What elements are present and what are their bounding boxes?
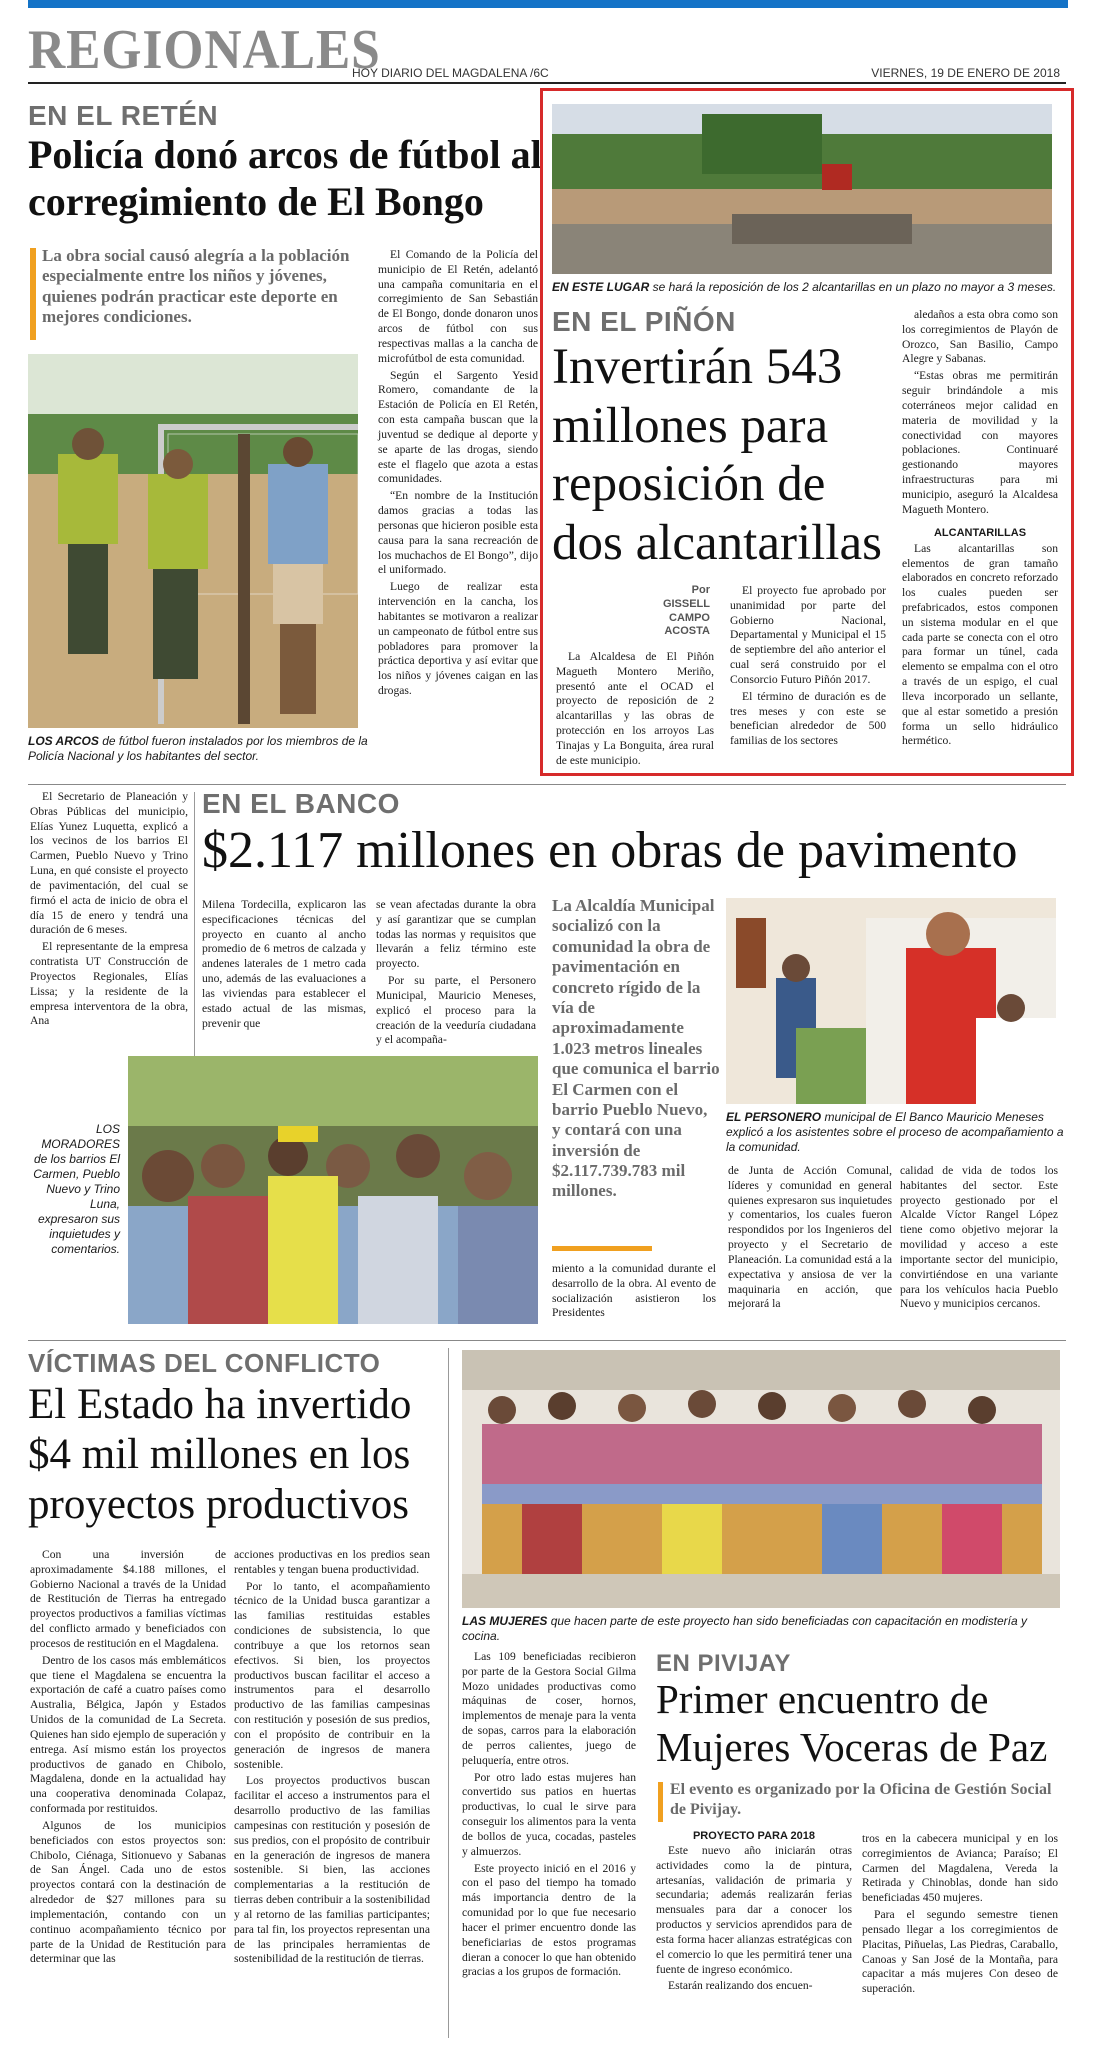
elreten-photo-caption	[28, 734, 368, 764]
elpinon-photo-caption	[552, 280, 1062, 295]
pivijay-photo	[462, 1350, 1060, 1608]
paragraph: Este nuevo año iniciarán otras actividades como la de pintura, artesanías, validación de primaria y secundaria; además realizarán ferias mensuales para dar a conocer los productos y servicios aprendidos para de esta forma hacer alianzas estratégicas con el comercio lo que les permitirá tener una fuente de ingreso económico.	[656, 1844, 852, 1976]
elbanco-col6	[900, 1164, 1058, 1314]
paragraph: El representante de la empresa contratista UT Construcción de Proyectos Regionales, Elías Lissa; y la residente de la empresa interventora de la obra, Ana	[30, 940, 188, 1028]
paragraph: Las 109 beneficiadas recibieron por parte de la Gestora Social Gilma Mozo unidades productivas como máquinas de coser, hornos, implementos de menaje para la venta de sopas, carros para la elaboración de perros calientes, juego de peluquería, entre otros.	[462, 1650, 636, 1767]
caption-text: de fútbol fueron instalados por los miembros de la Policía Nacional y los habitantes del sector.	[28, 734, 368, 763]
masthead-rule	[28, 82, 1066, 84]
paragraph: Por lo tanto, el acompañamiento técnico de la Unidad busca garantizar a las familias restituidas estables condiciones de subsistencia, lo que contribuye a que los retornos sean efectivos. Si bien, los proyectos productivos buscan facilitar el acceso a instrumentos para el desarrollo productivo de las familias campesinas con restitución y posesión de sus predios, con el propósito de contribuir en la generación de ingresos de manera sostenible.	[234, 1579, 430, 1771]
elbanco-kicker: EN EL BANCO	[202, 788, 400, 819]
section-rule	[28, 1340, 1066, 1341]
elbanco-photo-caption	[726, 1110, 1066, 1155]
paragraph: se vean afectadas durante la obra y así garantizar que se cumplan todas las normas y requisitos que llevarán a feliz término este proyecto.	[376, 898, 536, 971]
paragraph: Las alcantarillas son elementos de gran tamaño elaborados en concreto reforzado los cuales pueden ser prefabricados, estos componen un sistema modular en el que cada parte se conecta con el otro para formar un túnel, cada elemento se empalma con el otro a través de un espigo, el cual lleva incorporado un sellante, que al estar sometido a presión forma un sello hidráulico hermético.	[902, 541, 1058, 748]
elbanco-crowd-photo	[128, 1056, 538, 1324]
paragraph: Milena Tordecilla, explicaron las especificaciones técnicas del proyecto en cuanto al ancho promedio de 6 metros de calzada y andenes laterales de 1 metro cada uno, además de las evaluaciones a las viviendas para establecer el estado actual de las mismas, prevenir que	[202, 898, 366, 1030]
pivijay-col2	[656, 1844, 852, 1996]
elbanco-personero-photo	[726, 898, 1056, 1104]
victimas-kicker: VÍCTIMAS DEL CONFLICTO	[28, 1348, 381, 1378]
paragraph: Según el Sargento Yesid Romero, comandante de la Estación de Policía en El Retén, con esta campaña buscan que la juventud se dedique al deporte y se aparte de las drogas, siendo este el flagelo que azota a estas comunidades.	[378, 368, 538, 486]
paragraph: “En nombre de la Institución damos gracias a todas las personas que hicieron posible esta causa para la sana recreación de los muchachos de El Bongo”, dijo el uniformado.	[378, 489, 538, 577]
pivijay-col1	[462, 1650, 636, 1982]
caption-bold: EL PERSONERO	[726, 1110, 822, 1124]
caption-bold: LOS ARCOS	[28, 734, 99, 748]
paragraph: tros en la cabecera municipal y en los corregimientos de Avianca; Paraíso; El Carmen del Magdalena, Vereda la Retirada y Chinoblas, donde han sido beneficiadas 450 mujeres.	[862, 1832, 1058, 1905]
caption-text: que hacen parte de este proyecto han sido beneficiadas con capacitación en modistería y cocina.	[462, 1614, 1028, 1643]
elreten-lead-bar	[30, 248, 36, 340]
victimas-col1	[30, 1548, 226, 1969]
paragraph: “Estas obras me permitirán seguir brindándole a mis coterráneos mejor calidad en materia de movilidad y la conectividad con mayores poblaciones. Continuaré gestionando mayores infraestructuras para mi municipio, aseguró la Alcaldesa Magueth Montero.	[902, 369, 1058, 516]
elpinon-headline: Invertirán 543 millones para reposición de dos alcantarillas	[552, 339, 882, 571]
paragraph: Para el segundo semestre tienen pensado llegar a los corregimientos de Placitas, Piñuelas, Las Piedras, Caraballo, Canoas y San José de la Montaña, para capacitar a más mujeres Con deseo de superación.	[862, 1908, 1058, 1996]
paragraph: Algunos de los municipios beneficiados con estos proyectos son: Chibolo, Ciénaga, Sitionuevo y Sabanas de San Ángel. Cada uno de estos proyectos contará con la destinación de alrededor de $27 millones para su implementación, contando con un continuo acompañamiento técnico por parte de la Unidad de Restitución para determinar que las	[30, 1818, 226, 1966]
elreten-headline: Policía donó arcos de fútbol al corregimiento de El Bongo	[28, 132, 542, 224]
elbanco-side-caption	[30, 1122, 120, 1257]
elreten-kicker: EN EL RETÉN	[28, 100, 219, 131]
subhead: ALCANTARILLAS	[933, 526, 1027, 539]
paper-name: HOY DIARIO DEL MAGDALENA /6C	[352, 66, 549, 80]
paragraph: miento a la comunidad durante el desarrollo de la obra. Al evento de socialización asistieron los Presidentes	[552, 1262, 716, 1320]
paragraph: Por otro lado estas mujeres han convertido sus patios en huertas productivas, lo cual le sirve para conseguir los alimentos para la venta de bollos de yuca, cocadas, pasteles y almuerzos.	[462, 1770, 636, 1858]
pivijay-kicker: EN PIVIJAY	[656, 1650, 791, 1677]
pivijay-photo-caption	[462, 1614, 1062, 1644]
paragraph: Este proyecto inició en el 2016 y con el paso del tiempo ha tomado más importancia dentro de la comunidad por lo que fue necesario hacer el primer encuentro donde las beneficiarias de estos programas dieran a conocer lo que han obtenido gracias a los grupos de formación.	[462, 1861, 636, 1979]
caption-text: se hará la reposición de los 2 alcantarillas en un plazo no mayor a 3 meses.	[649, 280, 1057, 294]
paragraph: aledaños a esta obra como son los corregimientos de Playón de Orozco, San Basilio, Campo Alegre y Sabanas.	[902, 308, 1058, 366]
elreten-lead: La obra social causó alegría a la población especialmente entre los niños y jóvenes, quienes podrán practicar este deporte en mejores condiciones.	[42, 246, 350, 327]
victimas-headline: El Estado ha invertido $4 mil millones en los proyectos productivos	[28, 1381, 412, 1528]
paragraph: Con una inversión de aproximadamente $4.188 millones, el Gobierno Nacional a través de la Unidad de Restitución de Tierras ha entregado proyectos productivos a familias víctimas del conflicto armado y beneficiados con procesos de restitución en el Magdalena.	[30, 1548, 226, 1650]
section-rule	[28, 784, 1066, 785]
caption-bold: EN ESTE LUGAR	[552, 280, 650, 294]
pullquote-underline	[552, 1246, 652, 1251]
paragraph: El proyecto fue aprobado por unanimidad por parte del Gobierno Nacional, Departamental y Municipal el 15 de septiembre del año anterior el cual será construido por el Consorcio Futuro Piñón 2017.	[730, 584, 886, 686]
elbanco-pullquote: La Alcaldía Municipal socializó con la comunidad la obra de pavimentación en concreto rígido de la vía de aproximadamente 1.023 metros lineales que comunica el barrio El Carmen con el barrio Pueblo Nuevo, y contará con una inversión de $2.117.739.783 mil millones.	[552, 896, 720, 1201]
elbanco-left-col	[30, 790, 188, 1031]
column-rule	[194, 792, 195, 1072]
elpinon-photo	[552, 104, 1052, 274]
pivijay-headline: Primer encuentro de Mujeres Voceras de Paz	[656, 1676, 1048, 1770]
elpinon-col3	[902, 308, 1058, 751]
elbanco-headline: $2.117 millones en obras de pavimento	[202, 822, 1018, 879]
pivijay-lead: El evento es organizado por la Oficina de Gestión Social de Pivijay.	[670, 1781, 1052, 1818]
side-caption-text: LOS MORADORES de los barrios El Carmen, Pueblo Nuevo y Trino Luna, expresaron sus inquietudes y comentarios.	[33, 1122, 120, 1256]
paragraph: Dentro de los casos más emblemáticos que tiene el Magdalena se encuentra la exportación de café a cuatro países como Australia, Bélgica, Japón y Estados Unidos de la comunidad de La Secreta. Quienes han sido ejemplo de superación y entrega. Así mismo están los proyectos productivos de ganado en Chibolo, Magdalena, donde en la actualidad hay una cooperativa denominada Colapaz, conformada por restituidos.	[30, 1653, 226, 1816]
section-title: REGIONALES	[28, 19, 381, 81]
pivijay-subhead: PROYECTO PARA 2018	[692, 1830, 816, 1842]
elpinon-col1	[556, 650, 714, 771]
paragraph: Los proyectos productivos buscan facilitar el acceso a instrumentos para el desarrollo productivo de las familias campesinas con restitución y posesión de sus predios, con el propósito de contribuir en la generación de ingresos de manera sostenible. Si bien, las acciones complementarias a la restitución de tierras deben contribuir a la sostenibilidad y al retorno de las familias participantes; para tal fin, los proyectos representan una de las principales herramientas de sostenibilidad de la restitución de tierras.	[234, 1774, 430, 1966]
paragraph: Estarán realizando dos encuen-	[668, 1979, 813, 1993]
paragraph: Luego de realizar esta intervención en la cancha, los habitantes se motivaron a realizar un campeonato de fútbol entre sus pobladores para promover la práctica deportiva y así evitar que los niños y jóvenes caigan en las drogas.	[378, 580, 538, 698]
top-color-bar	[28, 0, 1068, 8]
elpinon-kicker: EN EL PIÑÓN	[552, 306, 736, 337]
victimas-col2	[234, 1548, 430, 1969]
paragraph: El término de duración es de tres meses y con este se benefician alrededor de 500 familias de los sectores	[730, 689, 886, 748]
issue-date: VIERNES, 19 DE ENERO DE 2018	[871, 66, 1060, 80]
paragraph: de Junta de Acción Comunal, líderes y comunidad en general quienes expresaron sus inquietudes y comentarios, los cuales fueron respondidos por los Ingenieros del proyecto y el Secretario de Planeación. La comunidad está a la expectativa y ansiosa de ver la maquinaria en acción, que mejorará la	[728, 1164, 892, 1311]
caption-bold: LAS MUJERES	[462, 1614, 548, 1628]
paragraph: El Comando de la Policía del municipio de El Retén, adelantó una campaña comunitaria en el corregimiento de San Sebastián de El Bongo, donde donaron unos arcos de fútbol con sus respectivas mallas a la cancha de microfútbol de esta comunidad.	[378, 248, 538, 365]
column-rule	[448, 1348, 449, 2038]
elbanco-col-after-quote	[552, 1262, 716, 1323]
elpinon-byline: Por GISSELL CAMPO ACOSTA	[662, 584, 710, 638]
elpinon-col2	[730, 584, 886, 751]
paragraph: Por su parte, el Personero Municipal, Mauricio Meneses, explicó el proceso para la creación de la veeduría ciudadana y el acompaña-	[376, 974, 536, 1047]
paragraph: calidad de vida de todos los habitantes del sector. Este proyecto gestionado por el Alcalde Víctor Rangel López tiene como objetivo mejorar la movilidad y acceso a este importante sector del municipio, convirtiéndose en una variante para los vehículos hacia Pueblo Nuevo y municipios cercanos.	[900, 1164, 1058, 1311]
elreten-photo	[28, 354, 358, 728]
paragraph: La Alcaldesa de El Piñón Magueth Montero Meriño, presentó ante el OCAD el proyecto de reposición de 2 alcantarillas y las obras de protección en los arroyos Las Tinajas y La Bonguita, área rural de este municipio.	[556, 650, 714, 767]
elbanco-col3	[376, 898, 536, 1050]
paragraph: acciones productivas en los predios sean rentables y tengan buena productividad.	[234, 1548, 430, 1576]
caption-text: municipal de El Banco Mauricio Meneses explicó a los asistentes sobre el proceso de acompañamiento a la comunidad.	[726, 1110, 1064, 1154]
elbanco-col2	[202, 898, 366, 1033]
elbanco-col5	[728, 1164, 892, 1314]
paragraph: El Secretario de Planeación y Obras Públicas del municipio, Elías Yunez Luquetta, explicó a los vecinos de los barrios El Carmen, Pueblo Nuevo y Trino Luna, en qué consiste el proyecto de pavimentación, del cual se firmó el acta de inicio de obra el día 15 de enero y tendrá una duración de 6 meses.	[30, 790, 188, 937]
elreten-body	[378, 248, 538, 701]
pivijay-lead-bar	[658, 1782, 663, 1822]
pivijay-col3	[862, 1832, 1058, 1999]
